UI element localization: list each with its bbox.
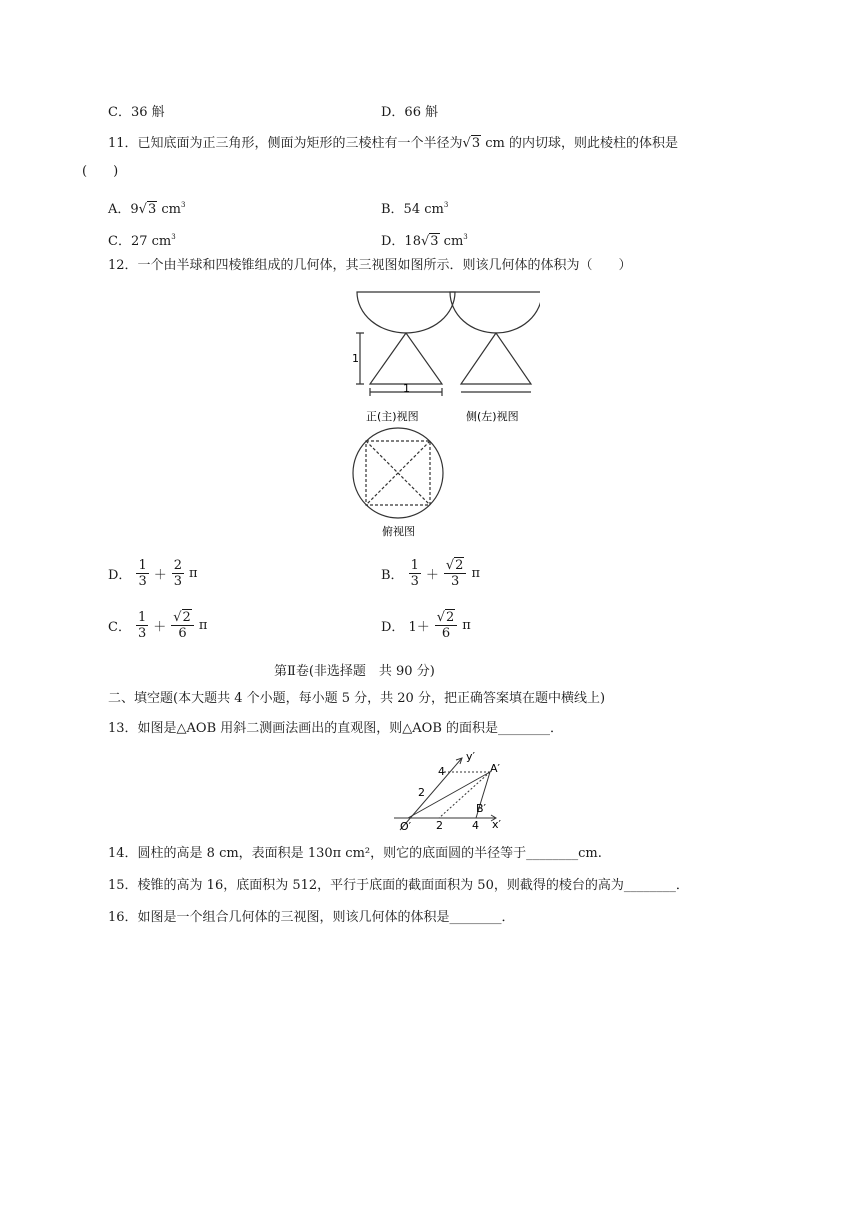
fraction xyxy=(172,558,184,589)
q11-stem-part2: cm 的内切球，则此棱柱的体积是 xyxy=(481,136,678,151)
numerator xyxy=(444,558,467,573)
sqrt-symbol: √3 xyxy=(462,136,481,151)
radicand: 3 xyxy=(147,202,157,217)
fraction xyxy=(136,610,148,641)
front-hemisphere xyxy=(357,292,455,333)
q12-stem: 12．一个由半球和四棱锥组成的几何体，其三视图如图所示．则该几何体的体积为（ ） xyxy=(108,258,632,273)
sqrt-symbol: √3 xyxy=(138,202,157,217)
option-c-text: C．27 cm xyxy=(108,234,172,249)
base-dim-label: 1 xyxy=(403,382,410,395)
x-axis-label: x′ xyxy=(492,818,502,831)
denominator: 3 xyxy=(138,574,147,589)
pi-symbol: π xyxy=(462,618,471,633)
superscript: 3 xyxy=(443,201,449,209)
option-letter: D． xyxy=(381,620,405,635)
numerator xyxy=(435,610,458,625)
sqrt-symbol: √2 xyxy=(436,610,455,625)
section-2-title: 第Ⅱ卷(非选择题 共 90 分) xyxy=(274,664,435,679)
radicand: 2 xyxy=(455,558,464,573)
origin-label: O′ xyxy=(400,820,412,833)
q11-stem-part1: 11．已知底面为正三角形，侧面为矩形的三棱柱有一个半径为 xyxy=(108,136,463,151)
q16-stem: 16．如图是一个组合几何体的三视图，则该几何体的体积是________． xyxy=(108,910,515,925)
option-letter: C． xyxy=(108,620,131,635)
option-letter: B． xyxy=(381,568,404,583)
numerator: 1 xyxy=(410,558,419,573)
plus-sign: ＋ xyxy=(425,568,439,583)
q11-option-b xyxy=(381,196,448,219)
q10-option-c: C．36 斛 xyxy=(108,105,165,120)
point-a-label: A′ xyxy=(490,762,501,775)
fraction xyxy=(444,558,467,589)
sqrt-symbol: √2 xyxy=(445,558,464,573)
denominator: 3 xyxy=(444,573,467,589)
fraction xyxy=(171,610,194,641)
q15-stem: 15．棱锥的高为 16，底面积为 512，平行于底面的截面面积为 50，则截得的棱台的高为________． xyxy=(108,878,689,893)
point-b-label: B′ xyxy=(476,802,487,815)
pi-symbol: π xyxy=(189,566,198,581)
x-tick-4: 4 xyxy=(472,819,479,832)
plus-sign: ＋ xyxy=(153,568,167,583)
sqrt-symbol: √3 xyxy=(420,234,439,249)
fraction xyxy=(136,558,148,589)
q12-option-d-2 xyxy=(381,610,471,641)
y-axis-label: y′ xyxy=(466,750,476,763)
numerator: 1 xyxy=(138,558,147,573)
height-dim-label: 1 xyxy=(352,352,359,365)
sqrt-symbol: √2 xyxy=(173,610,191,625)
radicand: 2 xyxy=(182,610,191,625)
denominator: 3 xyxy=(173,574,183,589)
oblique-diagram xyxy=(394,750,504,834)
front-view-label: 正(主)视图 xyxy=(366,410,419,423)
q12-option-d-1 xyxy=(108,558,198,589)
q11-answer-paren: ( ) xyxy=(82,164,119,179)
top-diagonals xyxy=(366,441,430,505)
fraction xyxy=(435,610,458,641)
fraction xyxy=(409,558,421,589)
q11-option-d xyxy=(381,228,468,251)
whole-number: 1＋ xyxy=(408,620,430,635)
side-hemisphere xyxy=(450,292,540,333)
option-letter: D． xyxy=(108,568,132,583)
radicand: 3 xyxy=(471,136,481,151)
y-tick-2: 2 xyxy=(418,786,425,799)
plus-sign: ＋ xyxy=(153,620,167,635)
superscript: 3 xyxy=(171,233,176,241)
q13-stem: 13．如图是△AOB 用斜二测画法画出的直观图，则△AOB 的面积是________． xyxy=(108,721,564,736)
front-cone xyxy=(370,333,442,384)
top-view-label: 俯视图 xyxy=(382,525,415,538)
unit: cm xyxy=(439,234,464,249)
q12-option-b xyxy=(381,558,480,589)
option-a-text: A．9 xyxy=(108,202,139,217)
radicand: 2 xyxy=(446,610,455,625)
side-cone xyxy=(461,333,531,384)
option-b-text: B．54 cm xyxy=(381,202,444,217)
unit: cm xyxy=(157,202,181,217)
part-2-heading: 二、填空题(本大题共 4 个小题，每小题 5 分，共 20 分，把正确答案填在题中横线上) xyxy=(108,691,606,706)
pi-symbol: π xyxy=(198,618,208,633)
numerator: 1 xyxy=(137,610,147,625)
pi-symbol: π xyxy=(471,566,480,581)
q11-stem xyxy=(108,135,678,153)
denominator: 6 xyxy=(435,625,458,641)
option-d-text: D．18 xyxy=(381,234,421,249)
q11-option-c xyxy=(108,228,176,251)
radicand: 3 xyxy=(430,234,439,249)
numerator xyxy=(171,610,194,625)
q11-option-a xyxy=(108,196,185,219)
q12-option-c xyxy=(108,610,207,641)
three-views-figure xyxy=(340,288,540,543)
denominator: 3 xyxy=(137,626,147,641)
x-tick-2: 2 xyxy=(436,819,443,832)
superscript: 3 xyxy=(463,233,468,241)
q10-option-d: D．66 斛 xyxy=(381,105,439,120)
q14-stem: 14．圆柱的高是 8 cm，表面积是 130π cm²，则它的底面圆的半径等于________cm. xyxy=(108,846,602,861)
denominator: 3 xyxy=(410,574,419,589)
superscript: 3 xyxy=(181,201,186,209)
side-view-label: 侧(左)视图 xyxy=(466,410,519,423)
y-tick-4: 4 xyxy=(438,765,445,778)
numerator: 2 xyxy=(173,558,183,573)
denominator: 6 xyxy=(171,625,194,641)
